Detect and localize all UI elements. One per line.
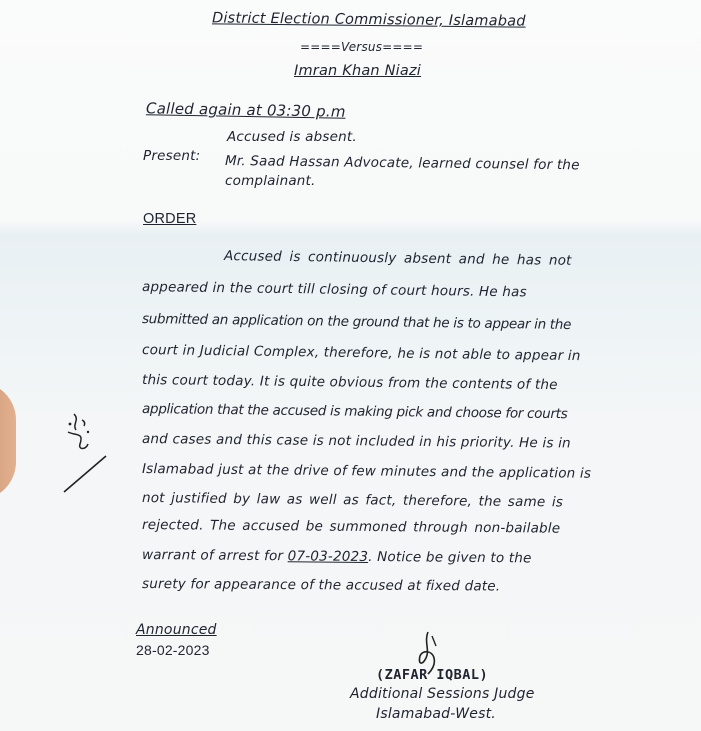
order-line-9: not justified by law as well as fact, therefore, the same is xyxy=(141,490,564,511)
order-line-10: rejected. The accused be summoned through non-bailable xyxy=(141,517,561,537)
parties-line-1: District Election Commissioner, Islamabad xyxy=(211,10,526,30)
order-line-8: Islamabad just at the drive of few minutes and the application is xyxy=(141,461,592,482)
parties-line-2: Imran Khan Niazi xyxy=(294,63,422,79)
finger-edge xyxy=(0,382,16,500)
order-title: ORDER xyxy=(143,211,197,227)
order-line-3: submitted an application on the ground that he is to appear in the xyxy=(141,311,572,333)
present-line-2: complainant. xyxy=(225,173,316,189)
order-line-11 xyxy=(142,547,532,566)
order-line-7: and cases and this case is not included in his priority. He is in xyxy=(141,431,571,452)
warrant-tail: . Notice be given to the xyxy=(368,548,532,567)
order-line-1: Accused is continuously absent and he has not xyxy=(223,248,572,269)
order-line-6: application that the accused is making pick and choose for courts xyxy=(141,401,568,423)
margin-initials-icon xyxy=(62,410,122,500)
judge-title: Additional Sessions Judge xyxy=(350,686,535,702)
warrant-date: 07-03-2023 xyxy=(287,548,369,565)
announced-label: Announced xyxy=(136,622,217,638)
called-again-line: Called again at 03:30 p.m xyxy=(145,99,346,121)
accused-status: Accused is absent. xyxy=(227,129,357,145)
order-line-2: appeared in the court till closing of court hours. He has xyxy=(141,279,527,301)
announced-date: 28-02-2023 xyxy=(136,642,210,658)
warrant-text: warrant of arrest for xyxy=(141,547,284,565)
order-line-12: surety for appearance of the accused at fixed date. xyxy=(141,576,501,595)
order-line-4: court in Judicial Complex, therefore, he is not able to appear in xyxy=(141,342,581,365)
judge-name: (ZAFAR IQBAL) xyxy=(376,667,489,683)
present-label: Present: xyxy=(143,148,201,164)
present-line-1: Mr. Saad Hassan Advocate, learned counsel for the xyxy=(224,153,580,174)
versus-line: ====Versus==== xyxy=(300,40,424,54)
order-line-5: this court today. It is quite obvious from the contents of the xyxy=(141,372,558,394)
judge-station: Islamabad-West. xyxy=(376,706,496,722)
